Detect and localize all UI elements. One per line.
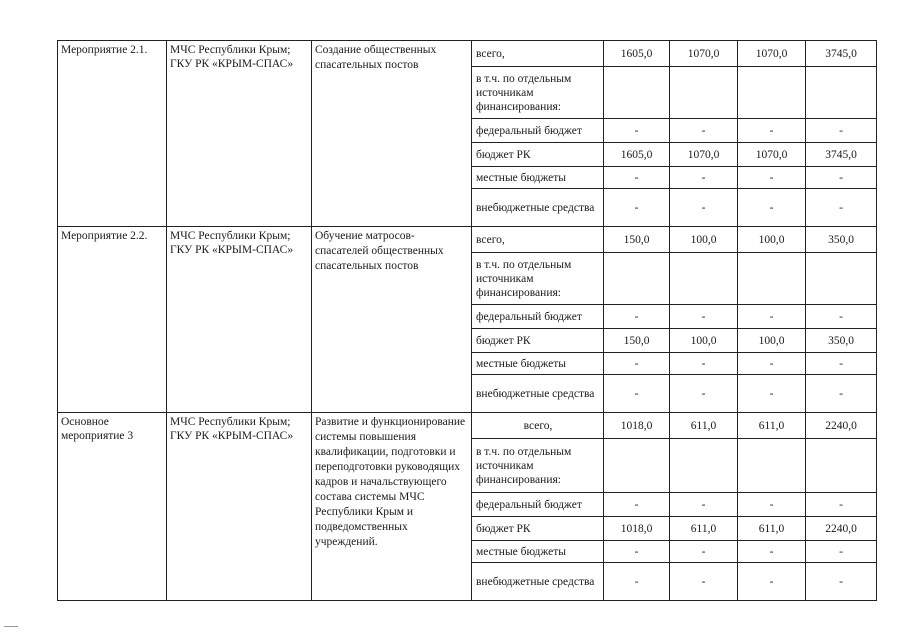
amount-cell: -: [738, 563, 806, 601]
amount-cell: -: [738, 119, 806, 143]
amount-cell: -: [670, 375, 738, 413]
amount-cell: 611,0: [738, 413, 806, 439]
amount-cell: -: [670, 167, 738, 189]
amount-cell: [738, 439, 806, 493]
amount-cell: 1070,0: [670, 143, 738, 167]
measure-name-cell: Мероприятие 2.1.: [58, 41, 167, 227]
amount-cell: -: [738, 167, 806, 189]
amount-cell: [806, 67, 877, 119]
measure-name-cell: Основное мероприятие 3: [58, 413, 167, 601]
amount-cell: [670, 253, 738, 305]
funding-source-cell: в т.ч. по отдельным источникам финансирования:: [472, 439, 604, 493]
amount-cell: -: [738, 305, 806, 329]
funding-source-cell: всего,: [472, 227, 604, 253]
amount-cell: 3745,0: [806, 143, 877, 167]
amount-cell: -: [604, 375, 670, 413]
amount-cell: -: [806, 375, 877, 413]
table-row: [58, 227, 877, 253]
amount-cell: 150,0: [604, 227, 670, 253]
amount-cell: 611,0: [670, 413, 738, 439]
amount-cell: 350,0: [806, 227, 877, 253]
funding-source-cell: внебюджетные средства: [472, 189, 604, 227]
amount-cell: [604, 439, 670, 493]
amount-cell: [738, 67, 806, 119]
executor-cell: МЧС Республики Крым; ГКУ РК «КРЫМ-СПАС»: [167, 227, 312, 413]
funding-source-cell: всего,: [472, 41, 604, 67]
amount-cell: 350,0: [806, 329, 877, 353]
amount-cell: -: [604, 305, 670, 329]
funding-source-cell: внебюджетные средства: [472, 563, 604, 601]
funding-source-cell: бюджет РК: [472, 143, 604, 167]
amount-cell: -: [806, 493, 877, 517]
amount-cell: -: [604, 167, 670, 189]
amount-cell: [738, 253, 806, 305]
amount-cell: -: [670, 353, 738, 375]
page-margin-mark: [4, 626, 18, 627]
amount-cell: -: [604, 541, 670, 563]
amount-cell: -: [806, 305, 877, 329]
amount-cell: -: [806, 541, 877, 563]
amount-cell: 611,0: [670, 517, 738, 541]
amount-cell: -: [670, 493, 738, 517]
amount-cell: -: [604, 493, 670, 517]
amount-cell: -: [604, 353, 670, 375]
table-row: [58, 41, 877, 67]
funding-source-cell: внебюджетные средства: [472, 375, 604, 413]
amount-cell: -: [604, 119, 670, 143]
amount-cell: 1070,0: [738, 41, 806, 67]
measure-name-cell: Мероприятие 2.2.: [58, 227, 167, 413]
amount-cell: -: [670, 305, 738, 329]
amount-cell: 1070,0: [670, 41, 738, 67]
amount-cell: [806, 439, 877, 493]
measure-content-cell: Создание общественных спасательных постов: [312, 41, 472, 227]
amount-cell: -: [806, 167, 877, 189]
amount-cell: -: [806, 119, 877, 143]
amount-cell: -: [738, 541, 806, 563]
amount-cell: 1070,0: [738, 143, 806, 167]
executor-cell: МЧС Республики Крым; ГКУ РК «КРЫМ-СПАС»: [167, 413, 312, 601]
funding-source-cell: местные бюджеты: [472, 353, 604, 375]
funding-source-cell: бюджет РК: [472, 517, 604, 541]
amount-cell: 100,0: [738, 329, 806, 353]
amount-cell: -: [738, 353, 806, 375]
funding-source-cell: всего,: [472, 413, 604, 439]
amount-cell: [670, 439, 738, 493]
amount-cell: [806, 253, 877, 305]
amount-cell: 1018,0: [604, 413, 670, 439]
amount-cell: 1605,0: [604, 41, 670, 67]
amount-cell: -: [738, 493, 806, 517]
financing-table: [57, 40, 877, 601]
amount-cell: 611,0: [738, 517, 806, 541]
amount-cell: 100,0: [738, 227, 806, 253]
amount-cell: 100,0: [670, 227, 738, 253]
amount-cell: 100,0: [670, 329, 738, 353]
amount-cell: -: [738, 375, 806, 413]
funding-source-cell: федеральный бюджет: [472, 305, 604, 329]
amount-cell: 1018,0: [604, 517, 670, 541]
funding-source-cell: местные бюджеты: [472, 167, 604, 189]
amount-cell: -: [670, 563, 738, 601]
measure-content-cell: Развитие и функционирование системы повышения квалификации, подготовки и переподготовки руководящих кадров и начальствующего состава системы МЧС Республики Крым и подведомственных учреждений.: [312, 413, 472, 601]
table-body: [58, 41, 877, 601]
funding-source-cell: федеральный бюджет: [472, 119, 604, 143]
table-row: [58, 413, 877, 439]
amount-cell: [604, 67, 670, 119]
amount-cell: -: [670, 541, 738, 563]
amount-cell: 1605,0: [604, 143, 670, 167]
amount-cell: -: [806, 353, 877, 375]
amount-cell: -: [604, 563, 670, 601]
amount-cell: [604, 253, 670, 305]
executor-cell: МЧС Республики Крым; ГКУ РК «КРЫМ-СПАС»: [167, 41, 312, 227]
amount-cell: -: [670, 189, 738, 227]
amount-cell: [670, 67, 738, 119]
amount-cell: -: [670, 119, 738, 143]
measure-content-cell: Обучение матросов-спасателей общественных спасательных постов: [312, 227, 472, 413]
amount-cell: -: [604, 189, 670, 227]
funding-source-cell: в т.ч. по отдельным источникам финансирования:: [472, 67, 604, 119]
amount-cell: -: [738, 189, 806, 227]
amount-cell: -: [806, 563, 877, 601]
funding-source-cell: местные бюджеты: [472, 541, 604, 563]
amount-cell: 2240,0: [806, 517, 877, 541]
funding-source-cell: в т.ч. по отдельным источникам финансирования:: [472, 253, 604, 305]
amount-cell: 2240,0: [806, 413, 877, 439]
funding-source-cell: бюджет РК: [472, 329, 604, 353]
amount-cell: -: [806, 189, 877, 227]
amount-cell: 3745,0: [806, 41, 877, 67]
funding-source-cell: федеральный бюджет: [472, 493, 604, 517]
amount-cell: 150,0: [604, 329, 670, 353]
